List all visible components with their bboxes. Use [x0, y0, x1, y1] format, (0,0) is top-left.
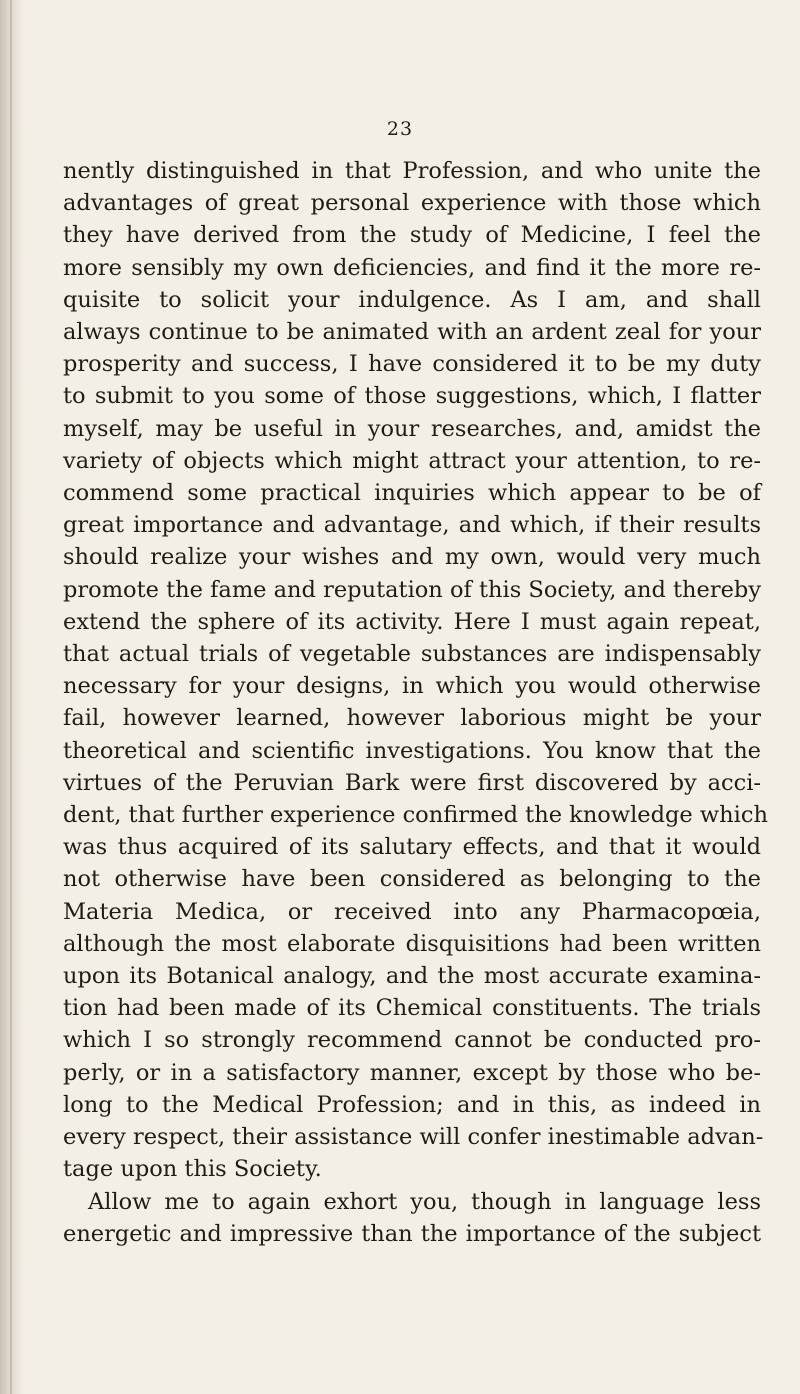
text-line: upon its Botanical analogy, and the most accurate examina- [63, 963, 761, 990]
text-line: virtues of the Peruvian Bark were first discovered by acci- [63, 769, 761, 796]
text-line: to submit to you some of those suggestions, which, I flatter [63, 383, 761, 410]
text-line: quisite to solicit your indulgence. As I am, and shall [63, 286, 761, 313]
text-line: necessary for your designs, in which you would otherwise [63, 673, 761, 700]
text-line: energetic and impressive than the importance of the subject [63, 1220, 761, 1247]
text-line: myself, may be useful in your researches, and, amidst the [63, 415, 761, 442]
text-line: perly, or in a satisfactory manner, except by those who be- [63, 1059, 761, 1086]
text-line: great importance and advantage, and which, if their results [63, 512, 761, 539]
text-line: long to the Medical Profession; and in this, as indeed in [63, 1091, 761, 1118]
text-line: Materia Medica, or received into any Pharmacopœia, [63, 898, 761, 925]
text-line: promote the fame and reputation of this Society, and thereby [63, 576, 762, 603]
text-line: advantages of great personal experience with those which [63, 190, 761, 217]
book-spine-shadow [0, 0, 24, 1394]
text-line: prosperity and success, I have considered it to be my duty [63, 351, 761, 378]
text-line: that actual trials of vegetable substances are indispensably [63, 641, 761, 668]
text-line: always continue to be animated with an ardent zeal for your [63, 319, 761, 346]
text-line: commend some practical inquiries which appear to be of [63, 480, 761, 507]
text-line: tion had been made of its Chemical constituents. The trials [63, 995, 761, 1022]
page-number: 23 [386, 118, 414, 140]
text-line: more sensibly my own deficiencies, and find it the more re- [63, 254, 761, 281]
text-line: fail, however learned, however laborious might be your [63, 705, 761, 732]
text-line: nently distinguished in that Profession, and who unite the [63, 158, 761, 184]
text-line: they have derived from the study of Medicine, I feel the [63, 222, 761, 249]
text-line: tage upon this Society. [63, 1156, 322, 1183]
text-line: although the most elaborate disquisitions had been written [63, 930, 761, 957]
text-line: should realize your wishes and my own, would very much [63, 544, 761, 571]
text-line: which I so strongly recommend cannot be conducted pro- [63, 1027, 761, 1054]
text-line: Allow me to again exhort you, though in language less [88, 1188, 761, 1215]
text-line: not otherwise have been considered as belonging to the [63, 866, 761, 893]
text-line: extend the sphere of its activity. Here I must again repeat, [63, 608, 761, 635]
text-line: variety of objects which might attract your attention, to re- [63, 447, 761, 474]
text-line: every respect, their assistance will confer inestimable advan- [63, 1124, 764, 1151]
body-text [63, 155, 768, 1250]
text-line: was thus acquired of its salutary effects, and that it would [63, 834, 761, 861]
binding-edge [10, 0, 12, 1394]
text-line: theoretical and scientific investigations. You know that the [63, 737, 761, 764]
text-line: dent, that further experience confirmed the knowledge which [63, 802, 768, 829]
